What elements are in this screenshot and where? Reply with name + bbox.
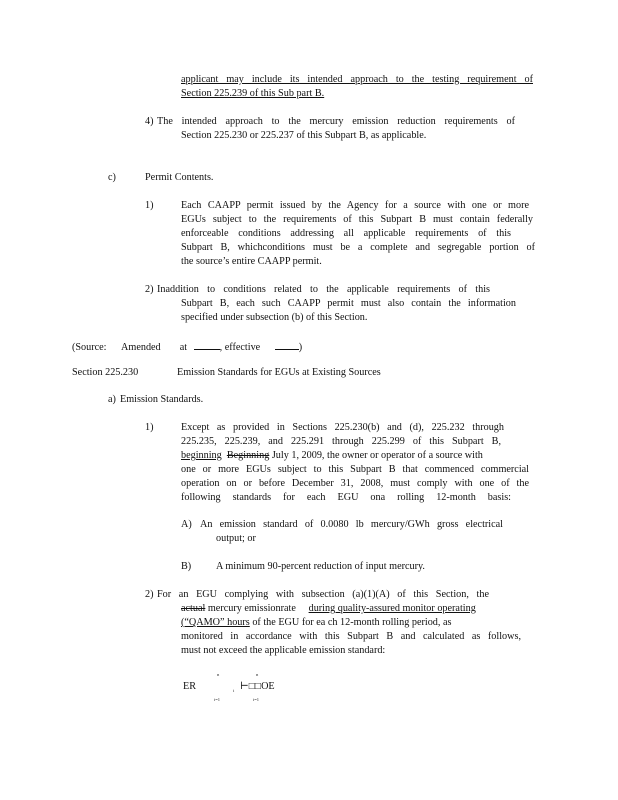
section-title: Emission Standards for EGUs at Existing Sources bbox=[177, 367, 381, 378]
c1-number: 1) bbox=[145, 200, 154, 211]
formula-er: ER bbox=[183, 681, 197, 692]
section-c-title: Permit Contents. bbox=[145, 172, 214, 183]
item-4-line-2: Section 225.230 or 225.237 of this Subpart B, as applicable. bbox=[181, 130, 427, 141]
a1-line-1: Except as provided in Sections 225.230(b) and (d), 225.232 through bbox=[181, 422, 504, 433]
c1-line-3: enforceable conditions addressing all applicable requirements of this bbox=[181, 228, 511, 239]
c2-number: 2) bbox=[145, 284, 154, 295]
a1-number: 1) bbox=[145, 422, 154, 433]
intro-line-1: applicant may include its intended approach to the testing requirement of bbox=[181, 74, 533, 85]
option-a-line-1: An emission standard of 0.0080 lb mercury/GWh gross electrical bbox=[200, 519, 503, 530]
formula-sup-2: n bbox=[256, 672, 259, 677]
formula-sub-2: i=1 bbox=[253, 697, 260, 702]
item-4-line-1: The intended approach to the mercury emission reduction requirements of bbox=[157, 116, 515, 127]
source-note bbox=[72, 339, 302, 354]
c1-line-2: EGUs subject to the requirements of this Subpart B must contain federally bbox=[181, 214, 533, 225]
source-date-blank bbox=[194, 339, 220, 350]
a2-line-1: For an EGU complying with subsection (a)(1)(A) of this Section, the bbox=[157, 589, 489, 600]
a1-line-2: 225.235, 225.239, and 225.291 through 225.299 of this Subpart B, bbox=[181, 436, 501, 447]
a1-line-5: operation on or before December 31, 2008, must comply with one of the bbox=[181, 478, 529, 489]
subsection-a-label: a) bbox=[108, 394, 116, 405]
source-effective-blank bbox=[275, 339, 299, 350]
source-open: (Source: bbox=[72, 342, 107, 353]
c2-line-1: Inaddition to conditions related to the applicable requirements of this bbox=[157, 284, 490, 295]
inserted-beginning: beginning bbox=[181, 450, 222, 461]
formula-sub-1: i=1 bbox=[214, 697, 221, 702]
formula-body: ⊢□□OE bbox=[240, 681, 275, 692]
option-b-label: B) bbox=[181, 561, 192, 572]
source-at: at bbox=[179, 342, 188, 353]
inserted-qamo-phrase: during quality-assured monitor operating bbox=[308, 603, 476, 614]
section-c-label: c) bbox=[108, 172, 116, 183]
deleted-actual: actual bbox=[181, 603, 206, 614]
c1-line-5: the source’s entire CAAPP permit. bbox=[181, 256, 322, 267]
inserted-qamo-hours: (“QAMO” hours bbox=[181, 617, 250, 628]
c2-line-3: specified under subsection (b) of this Section. bbox=[181, 312, 368, 323]
a2-line-3-rest: of the EGU for ea ch 12-month rolling period, as bbox=[252, 617, 452, 628]
option-b-text: A minimum 90-percent reduction of input mercury. bbox=[216, 561, 425, 572]
a2-line-5: must not exceed the applicable emission standard: bbox=[181, 645, 386, 656]
option-a-line-2: output; or bbox=[216, 533, 256, 544]
a1-line-3 bbox=[181, 449, 483, 462]
a2-line-2 bbox=[181, 602, 476, 615]
intro-line-2: Section 225.239 of this Sub part B. bbox=[181, 88, 325, 99]
c2-line-2: Subpart B, each such CAAPP permit must also contain the information bbox=[181, 298, 516, 309]
a1-line-3-rest: July 1, 2009, the owner or operator of a source with bbox=[271, 450, 483, 461]
a2-line-4: monitored in accordance with this Subpart B and calculated as follows, bbox=[181, 631, 521, 642]
formula-sup-1: n bbox=[217, 672, 220, 677]
source-amended: Amended bbox=[121, 342, 161, 353]
source-close: ) bbox=[298, 342, 303, 353]
a1-line-6: following standards for each EGU ona rolling 12-month basis: bbox=[181, 492, 511, 503]
option-a-label: A) bbox=[181, 519, 192, 530]
c1-line-4: Subpart B, whichconditions must be a complete and segregable portion of bbox=[181, 242, 535, 253]
item-4-number: 4) bbox=[145, 116, 154, 127]
deleted-beginning: Beginning bbox=[226, 450, 270, 461]
a2-number: 2) bbox=[145, 589, 154, 600]
c1-line-1: Each CAAPP permit issued by the Agency for a source with one or more bbox=[181, 200, 529, 211]
subsection-a-title: Emission Standards. bbox=[120, 394, 204, 405]
formula-index: i bbox=[233, 688, 235, 693]
a1-line-4: one or more EGUs subject to this Subpart B that commenced commercial bbox=[181, 464, 529, 475]
a2-line-3 bbox=[181, 616, 451, 629]
section-number: Section 225.230 bbox=[72, 367, 139, 378]
a2-line-2-text: mercury emissionrate bbox=[207, 603, 296, 614]
source-effective: , effective bbox=[219, 342, 261, 353]
